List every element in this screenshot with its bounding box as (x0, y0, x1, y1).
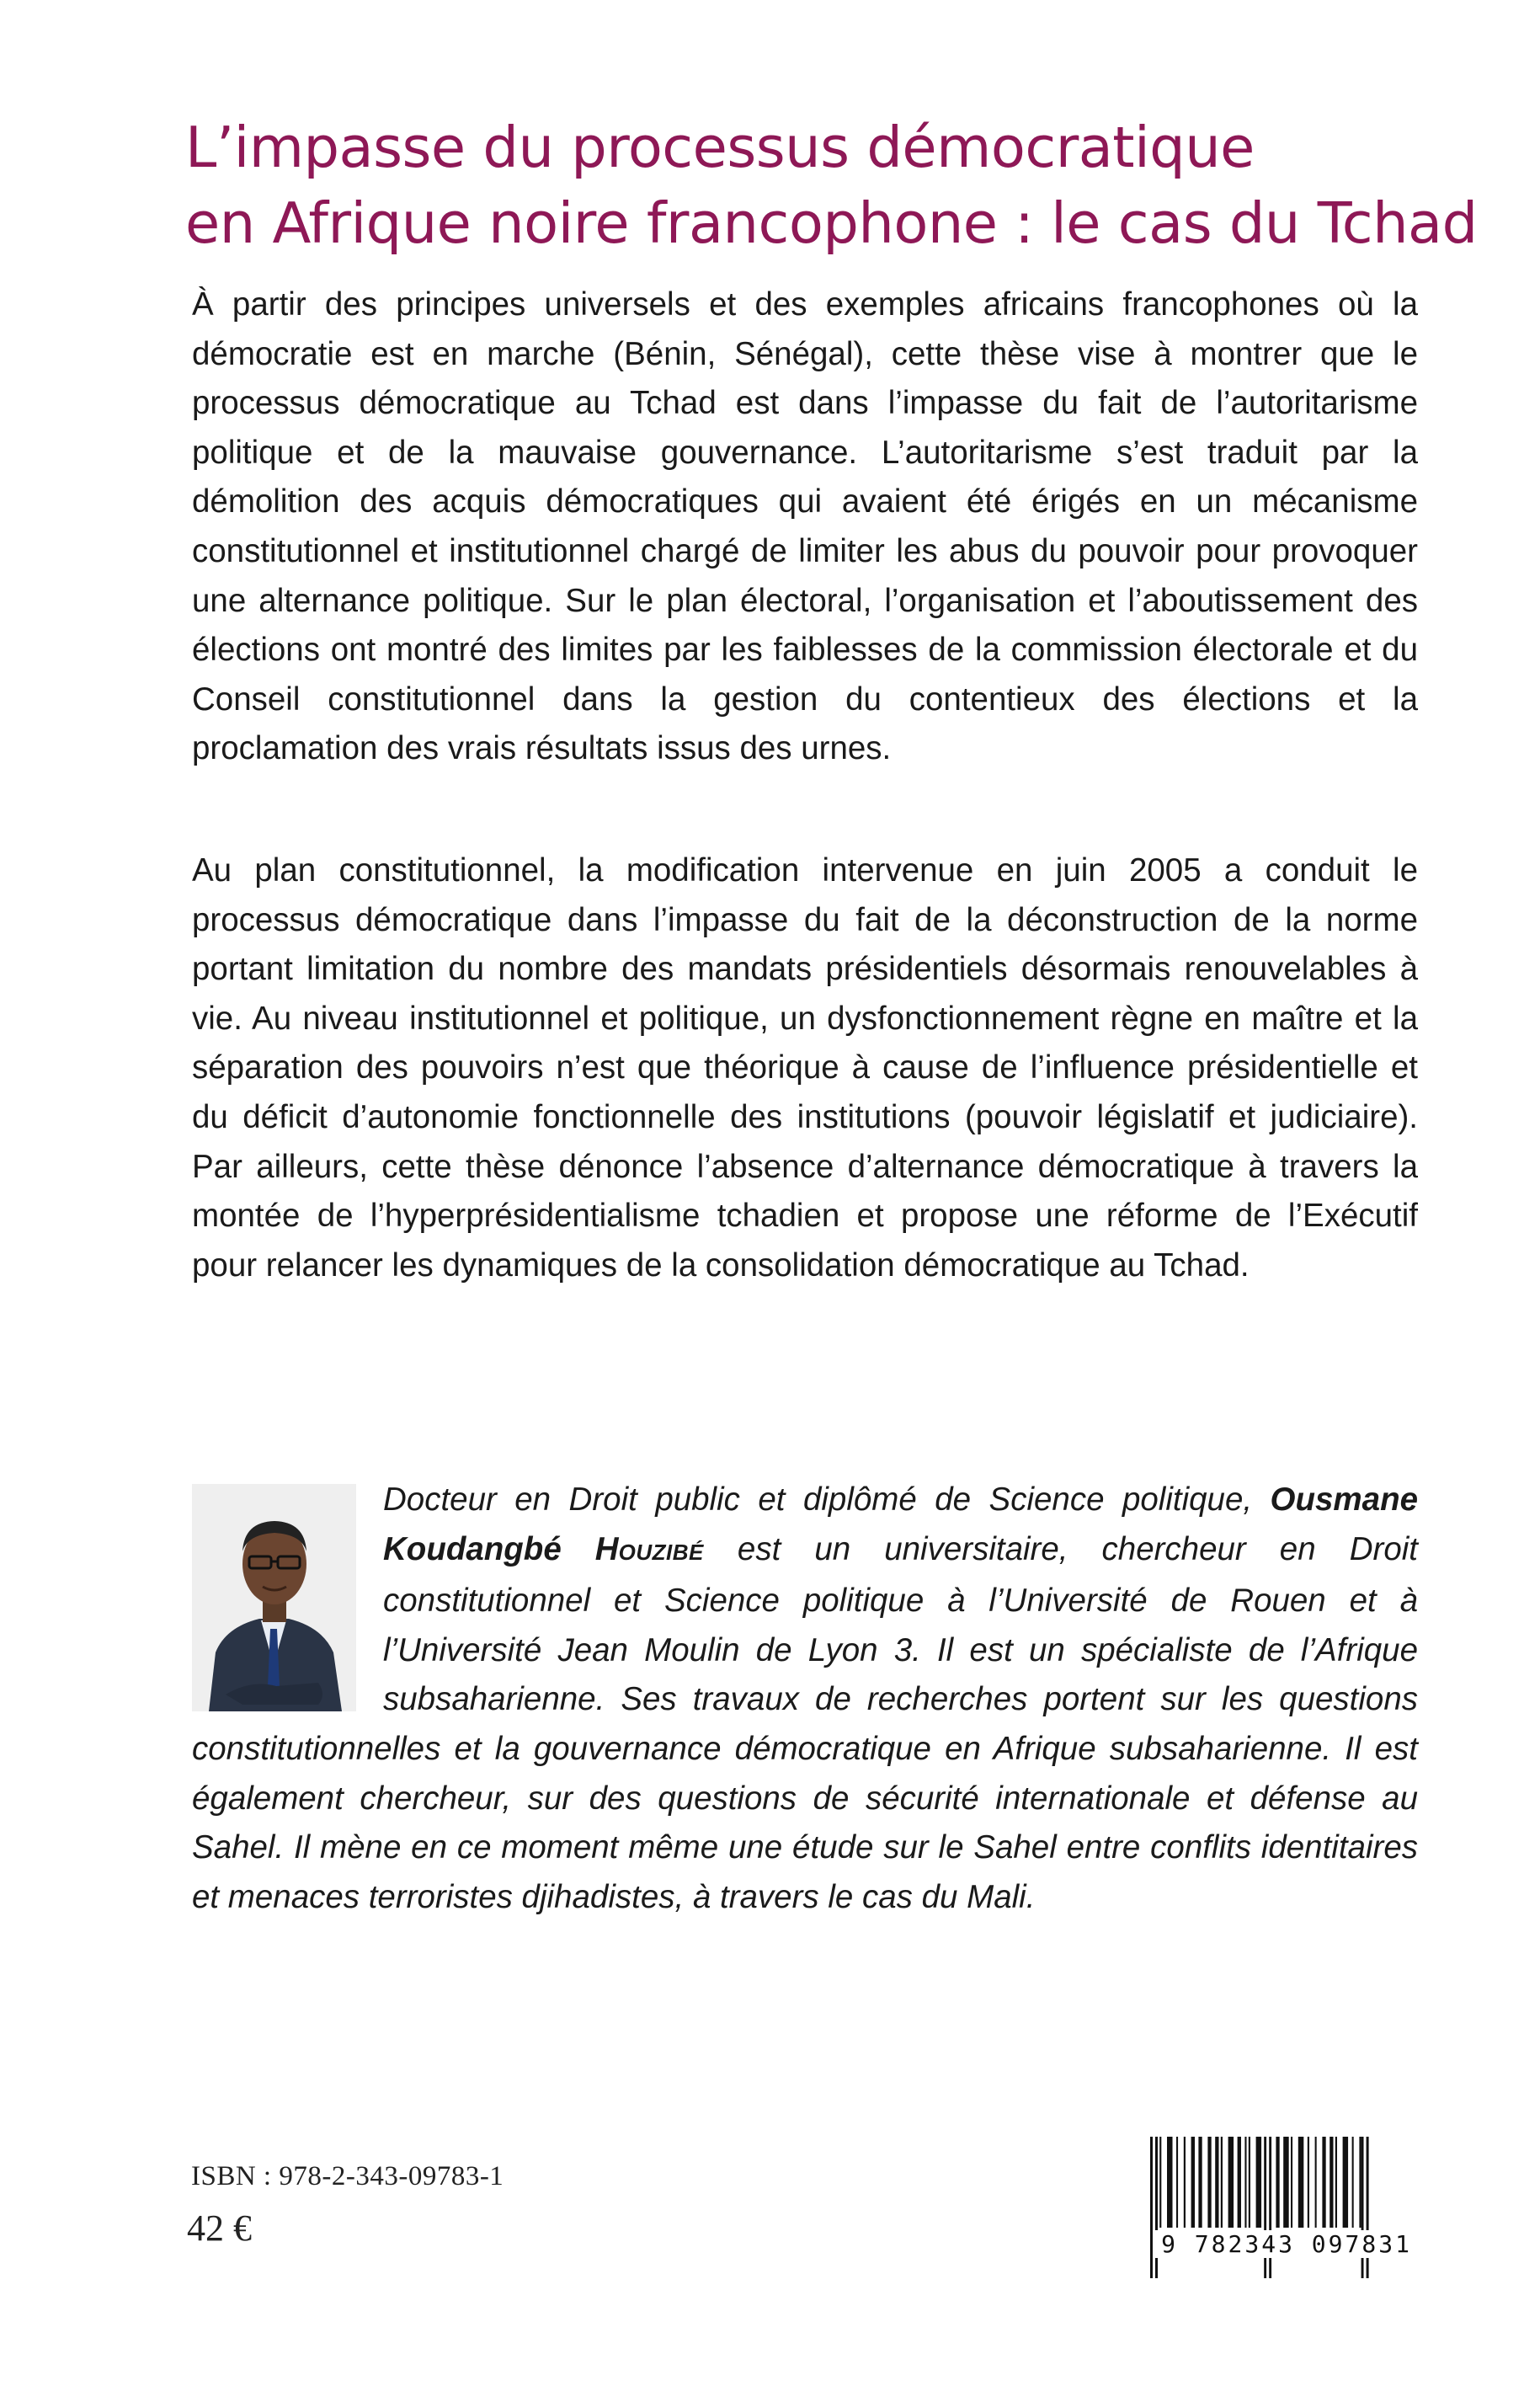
title-line-2: en Afrique noire francophone : le cas du Tchad (185, 190, 1478, 256)
author-bio (192, 1476, 1418, 1922)
price: 42 € (187, 2207, 252, 2249)
bio-text: est un universitaire, chercheur en Droit constitutionnel et Science politique à l’Université de Rouen et à l’Université Jean Moulin de Lyon 3. Il est un spécialiste de l’Afrique subsaharienne. Ses travaux de recherches portent sur les questions constitutionnelles et la gouvernance démocratique en Afrique subsaharienne. Il est également chercheur, sur des questions de sécurité internationale et défense au Sahel. Il mène en ce moment même une étude sur le Sahel entre conflits identitaires et menaces terroristes djihadistes, à travers le cas du Mali. (192, 1530, 1418, 1915)
author-name: Ousmane Koudangbé HOUZIBÉ (383, 1481, 1418, 1567)
bio-intro: Docteur en Droit public et diplômé de Science politique, (383, 1481, 1271, 1518)
summary-paragraph-1: À partir des principes universels et des exemples africains francophones où la démocratie est en marche (Bénin, Sénégal), cette thèse vise à montrer que le processus démocratique au Tchad est dans l’impasse du fait de l’autoritarisme politique et de la mauvaise gouvernance. L’autoritarisme s’est traduit par la démolition des acquis démocratiques qui avaient été érigés en un mécanisme constitutionnel et institutionnel chargé de limiter les abus du pouvoir pour provoquer une alternance politique. Sur le plan électoral, l’organisation et l’aboutissement des élections ont montré des limites par les faiblesses de la commission électorale et du Conseil constitutionnel dans la gestion du contentieux des élections et la proclamation des vrais résultats issus des urnes. (192, 286, 1418, 767)
title-line-1: L’impasse du processus démocratique (185, 115, 1255, 180)
summary-paragraph-2: Au plan constitutionnel, la modification intervenue en juin 2005 a conduit le processus démocratique dans l’impasse du fait de la déconstruction de la norme portant limitation du nombre des mandats présidentiels désormais renouvelables à vie. Au niveau institutionnel et politique, un dysfonctionnement règne en maître et la séparation des pouvoirs n’est que théorique à cause de l’influence présidentielle et du déficit d’autonomie fonctionnelle des institutions (pouvoir législatif et judiciaire). Par ailleurs, cette thèse dénonce l’absence d’alternance démocratique à travers la montée de l’hyperprésidentialisme tchadien et propose une réforme de l’Exécutif pour relancer les dynamiques de la consolidation démocratique au Tchad. (192, 852, 1418, 1284)
barcode-digits: 9 782343 097831 (1155, 2230, 1418, 2258)
isbn: ISBN : 978-2-343-09783-1 (191, 2161, 504, 2191)
author-photo (192, 1484, 356, 1711)
book-title (185, 109, 1478, 261)
